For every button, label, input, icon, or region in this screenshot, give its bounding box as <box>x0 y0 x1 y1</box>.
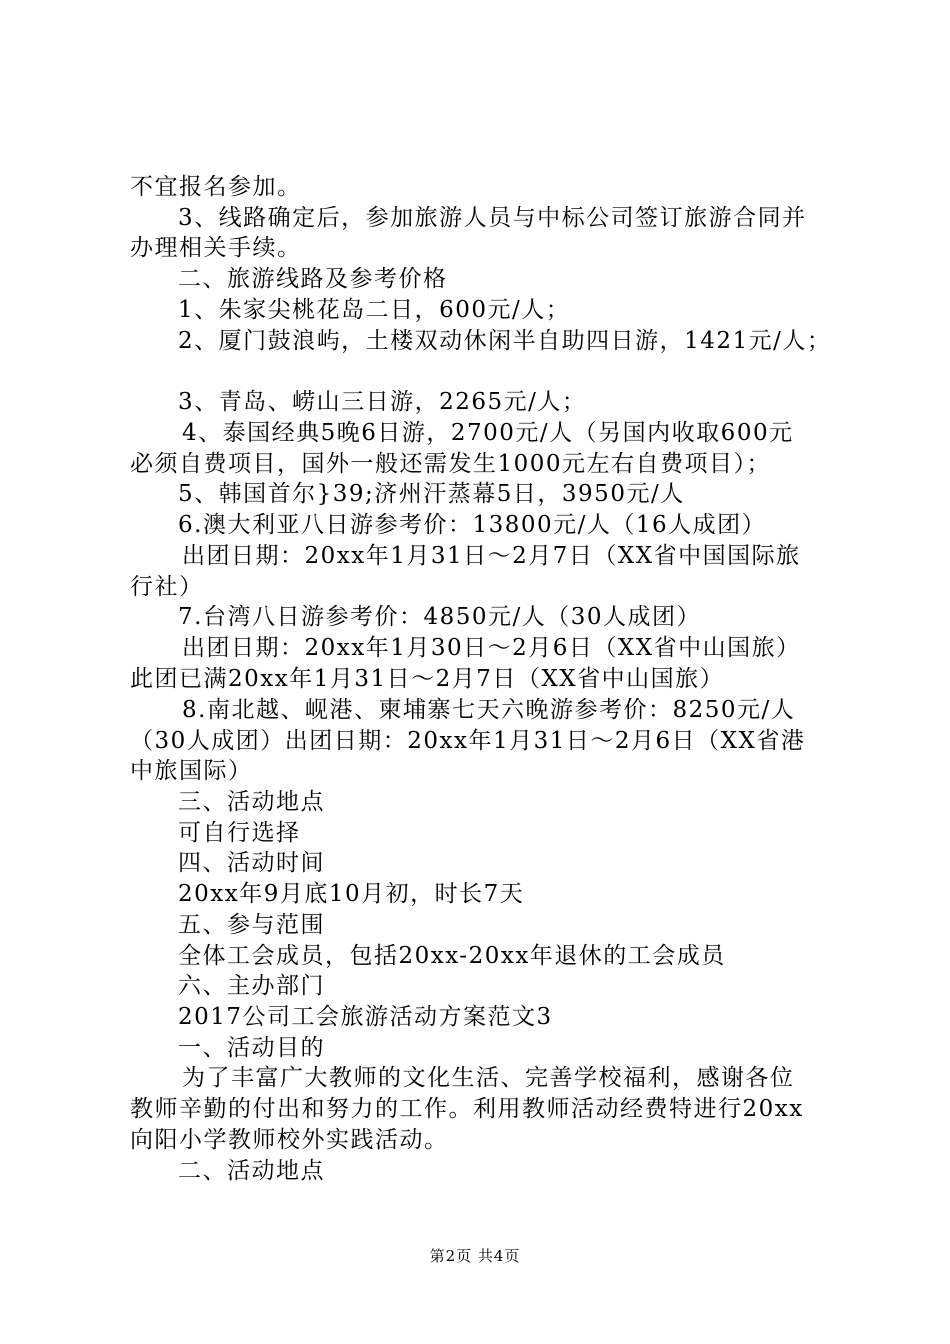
text-line: 行社） <box>130 574 204 600</box>
text-line: 1、朱家尖桃花岛二日，600元/人； <box>178 297 571 323</box>
text-line: 20xx年9月底10月初，时长7天 <box>178 881 525 907</box>
text-line: 中旅国际） <box>130 758 253 784</box>
section-heading: 一、活动目的 <box>178 1035 325 1061</box>
text-line: 4、泰国经典5晚6日游，2700元/人（另国内收取600元 <box>182 420 794 446</box>
text-line: 3、线路确定后，参加旅游人员与中标公司签订旅游合同并 <box>178 205 807 231</box>
text-line: 必须自费项目，国外一般还需发生1000元左右自费项目）； <box>130 451 772 477</box>
text-line: 5、韩国首尔}39;济州汗蒸幕5日，3950元/人 <box>178 481 685 507</box>
section-heading: 五、参与范围 <box>178 912 325 938</box>
text-line: 教师辛勤的付出和努力的工作。利用教师活动经费特进行20xx <box>130 1096 804 1122</box>
text-line: 为了丰富广大教师的文化生活、完善学校福利，感谢各位 <box>182 1065 795 1091</box>
section-heading: 六、主办部门 <box>178 973 325 999</box>
section-heading: 二、活动地点 <box>178 1158 325 1184</box>
text-line: 可自行选择 <box>178 820 301 846</box>
text-line: （30人成团）出团日期：20xx年1月31日～2月6日（XX省港 <box>130 728 806 754</box>
document-title: 2017公司工会旅游活动方案范文3 <box>178 1004 553 1030</box>
text-line: 7.台湾八日游参考价：4850元/人（30人成团） <box>178 604 701 630</box>
text-line: 2、厦门鼓浪屿，土楼双动休闲半自助四日游，1421元/人； <box>178 328 832 354</box>
text-line: 全体工会成员，包括20xx-20xx年退休的工会成员 <box>178 943 726 969</box>
text-line: 向阳小学教师校外实践活动。 <box>130 1127 449 1153</box>
page-footer: 第2页 共4页 <box>429 1247 521 1265</box>
text-line: 出团日期：20xx年1月30日～2月6日（XX省中山国旅） <box>182 635 801 661</box>
text-line: 此团已满20xx年1月31日～2月7日（XX省中山国旅） <box>130 666 725 692</box>
section-heading: 二、旅游线路及参考价格 <box>178 266 448 292</box>
text-line: 3、青岛、崂山三日游，2265元/人； <box>178 389 587 415</box>
text-line: 出团日期：20xx年1月31日～2月7日（XX省中国国际旅 <box>182 543 801 569</box>
section-heading: 四、活动时间 <box>178 850 325 876</box>
text-line: 8.南北越、岘港、柬埔寨七天六晚游参考价：8250元/人 <box>182 697 796 723</box>
text-line: 办理相关手续。 <box>130 235 302 261</box>
text-line: 不宜报名参加。 <box>130 174 302 200</box>
section-heading: 三、活动地点 <box>178 789 325 815</box>
text-line: 6.澳大利亚八日游参考价：13800元/人（16人成团） <box>178 512 767 538</box>
